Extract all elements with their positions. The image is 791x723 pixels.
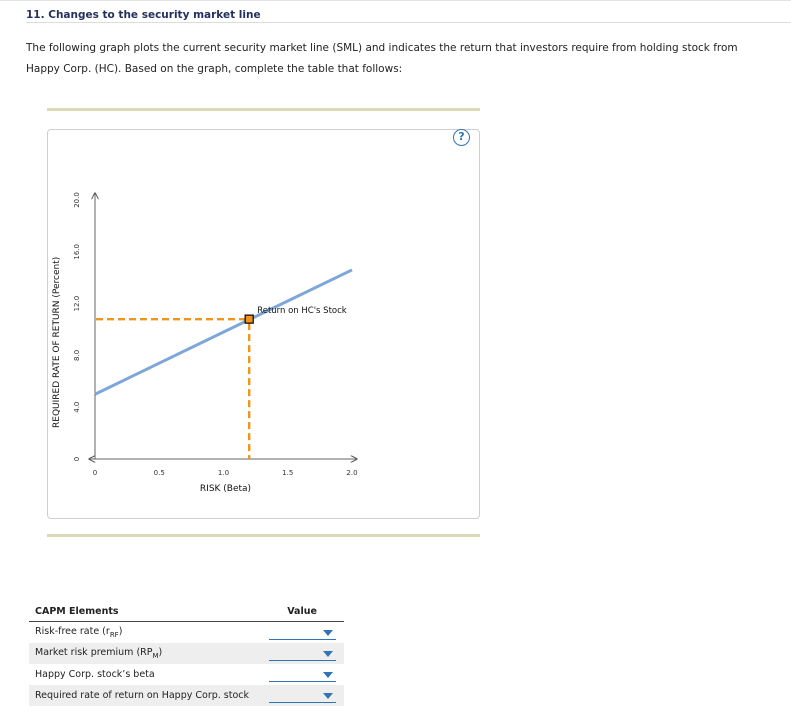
row-market-risk-premium (29, 643, 344, 664)
x-tick-label: 1.0 (217, 469, 230, 477)
chevron-down-icon[interactable] (323, 693, 333, 699)
row-label: Risk-free rate $(r_{RF})$ (35, 626, 123, 639)
y-tick-label: 4.0 (73, 401, 81, 413)
required-return-dropdown[interactable] (260, 685, 344, 706)
row-label: Happy Corp. stock’s beta (35, 669, 155, 680)
x-tick-label: 0 (92, 469, 98, 477)
capm-table-header (29, 602, 344, 622)
y-tick-label: 8.0 (73, 349, 81, 361)
risk-free-rate-dropdown[interactable] (260, 622, 344, 644)
hc-stock-point (245, 315, 253, 323)
x-tick-label: 0.5 (153, 469, 165, 477)
row-label: Required rate of return on Happy Corp. stock (29, 685, 260, 706)
y-tick-label: 0 (73, 456, 81, 462)
intro-text: The following graph plots the current security market line (SML) and indicates the return that investors require from holding stock from Happy Corp. (HC). Based on the graph, complete the table that follows: (26, 42, 738, 75)
row-required-return (29, 685, 344, 706)
capm-table (29, 602, 344, 706)
x-tick-label: 2.0 (346, 469, 358, 477)
row-risk-free-rate (29, 622, 344, 644)
hc-stock-point-label: Return on HC's Stock (257, 306, 347, 317)
y-tick-label: 16.0 (73, 244, 81, 260)
y-axis-label: REQUIRED RATE OF RETURN (Percent) (52, 256, 62, 428)
x-axis-label: RISK (Beta) (199, 484, 252, 494)
value-header: Value (260, 602, 344, 622)
capm-elements-header: CAPM Elements (29, 602, 260, 622)
y-tick-label: 12.0 (73, 295, 81, 312)
row-stock-beta (29, 664, 344, 685)
stock-beta-dropdown[interactable] (260, 664, 344, 685)
help-icon[interactable]: ? (453, 129, 470, 146)
row-label: Market risk premium $(RP_M)$ (29, 643, 260, 664)
x-tick-label: 1.5 (282, 469, 294, 477)
chevron-down-icon[interactable] (323, 630, 333, 636)
chevron-down-icon[interactable] (323, 672, 333, 678)
market-risk-premium-dropdown[interactable] (260, 643, 344, 664)
section-title: 11. Changes to the security market line (26, 9, 261, 21)
chevron-down-icon[interactable] (323, 651, 333, 657)
y-tick-label: 20.0 (73, 192, 81, 208)
sml-line (95, 270, 352, 394)
